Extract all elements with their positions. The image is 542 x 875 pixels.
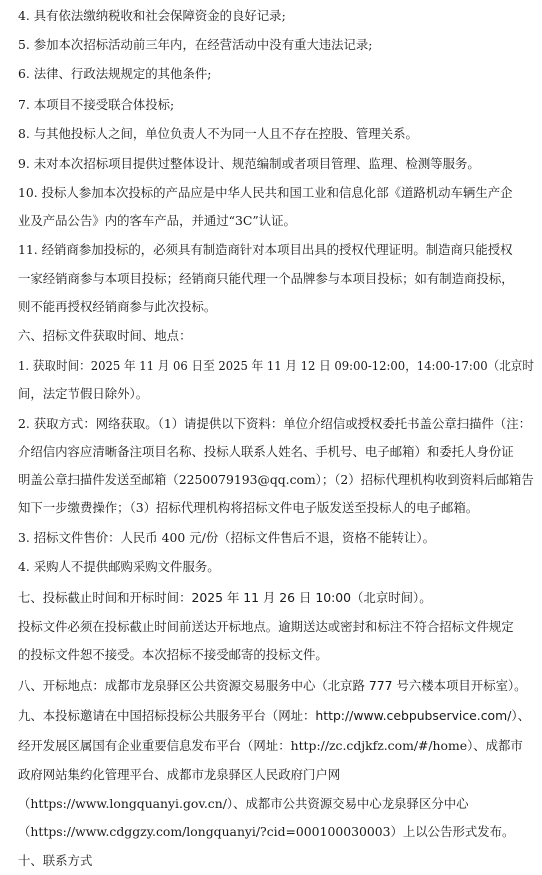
section-9-line-4: （https://www.longquanyi.gov.cn/）、成都市公共资源交易中心龙泉驿区分中心 [18, 796, 469, 811]
section-9-line-2: 经开发展区属国有企业重要信息发布平台（网址：http://zc.cdjkfz.com/#/home）、成都市 [18, 738, 523, 753]
section-10-heading: 十、联系方式 [18, 853, 93, 868]
qualification-item-11-line-1: 11. 经销商参加投标的，必须具有制造商针对本项目出具的授权代理证明。制造商只能授权 [18, 242, 513, 257]
acquisition-method-line-4: 知下一步缴费操作；（3）招标代理机构将招标文件电子版发送至投标人的电子邮箱。 [18, 500, 479, 515]
acquisition-method-line-1: 2. 获取方式：网络获取。（1）请提供以下资料：单位介绍信或授权委托书盖公章扫描件（注： [18, 416, 532, 431]
no-mail-order-note: 4. 采购人不提供邮购采购文件服务。 [18, 559, 220, 574]
acquisition-time-line-1: 1. 获取时间：2025 年 11 月 06 日至 2025 年 11 月 12 日 09:00-12:00，14:00-17:00（北京时 [18, 358, 535, 373]
section-8-heading: 八、开标地点：成都市龙泉驿区公共资源交易服务中心（北京路 777 号六楼本项目开标室）。 [18, 678, 527, 693]
acquisition-time-line-2: 间，法定节假日除外）。 [18, 386, 149, 401]
qualification-item-10-line-2: 业及产品公告》内的客车产品，并通过“3C”认证。 [18, 213, 296, 228]
qualification-item-6: 6. 法律、行政法规规定的其他条件; [18, 66, 212, 81]
document-price: 3. 招标文件售价：人民币 400 元/份（招标文件售后不退，资格不能转让）。 [18, 530, 435, 545]
section-6-heading: 六、招标文件获取时间、地点： [18, 328, 192, 343]
section-9-line-3: 政府网站集约化管理平台、成都市龙泉驿区人民政府门户网 [18, 767, 341, 782]
qualification-item-11-line-2: 一家经销商参与本项目投标；经销商只能代理一个品牌参与本项目投标；如有制造商投标， [18, 271, 514, 286]
qualification-item-4: 4. 具有依法缴纳税收和社会保障资金的良好记录; [18, 8, 286, 23]
acquisition-method-line-2: 介绍信内容应清晰备注项目名称、投标人联系人姓名、手机号、电子邮箱）和委托人身份证 [18, 444, 514, 459]
section-9-line-1: 九、本投标邀请在中国招标投标公共服务平台（网址：http://www.cebpubservice.com/）、 [18, 708, 530, 723]
acquisition-method-line-3: 明盖公章扫描件发送至邮箱（2250079193@qq.com）；（2）招标代理机构收到资料后邮箱告 [18, 472, 534, 487]
qualification-item-9: 9. 未对本次招标项目提供过整体设计、规范编制或者项目管理、监理、检测等服务。 [18, 156, 480, 171]
qualification-item-5: 5. 参加本次招标活动前三年内，在经营活动中没有重大违法记录; [18, 37, 373, 52]
qualification-item-7: 7. 本项目不接受联合体投标; [18, 97, 175, 112]
section-9-line-5: （https://www.cdggzy.com/longquanyi/?cid=000100030003）上以公告形式发布。 [18, 824, 515, 839]
section-7-heading: 七、投标截止时间和开标时间：2025 年 11 月 26 日 10:00（北京时间）。 [18, 590, 432, 605]
qualification-item-10-line-1: 10. 投标人参加本次投标的产品应是中华人民共和国工业和信息化部《道路机动车辆生产企 [18, 185, 513, 200]
deadline-note-line-2: 的投标文件恕不接受。本次招标不接受邮寄的投标文件。 [18, 647, 328, 662]
deadline-note-line-1: 投标文件必须在投标截止时间前送达开标地点。逾期送达或密封和标注不符合招标文件规定 [18, 619, 514, 634]
qualification-item-11-line-3: 则不能再授权经销商参与此次投标。 [18, 299, 217, 314]
qualification-item-8: 8. 与其他投标人之间，单位负责人不为同一人且不存在控股、管理关系。 [18, 126, 418, 141]
